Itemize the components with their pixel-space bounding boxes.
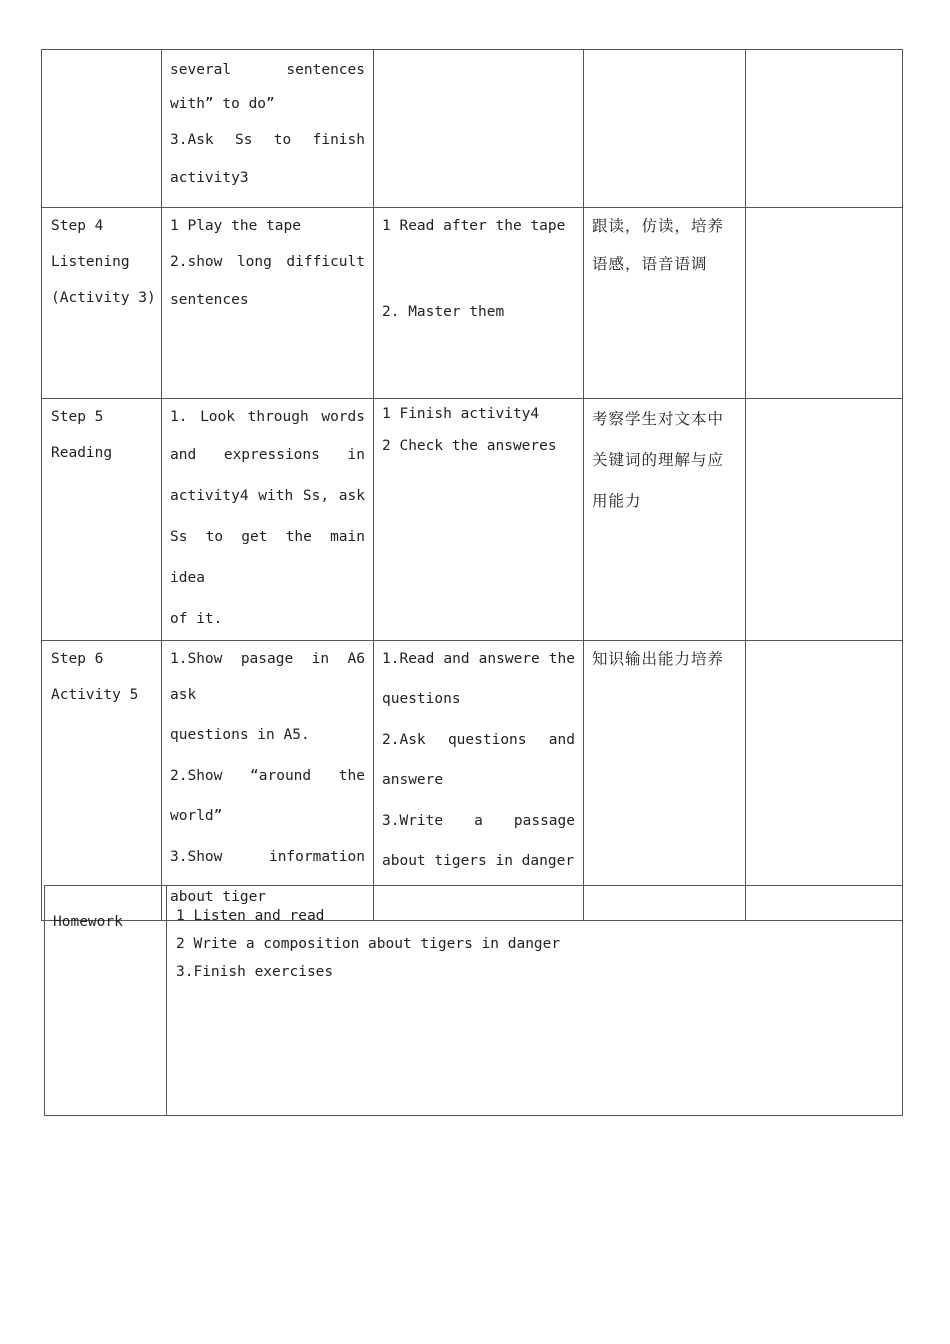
text-line: 1.Show pasage in A6 ask — [170, 651, 365, 703]
text-line: 语感，语音语调 — [592, 255, 708, 273]
text-line: sentences — [170, 292, 249, 308]
step-label: Reading — [51, 445, 113, 461]
step-cell — [42, 208, 162, 399]
text-line: 1.Read and answere the — [382, 651, 575, 667]
text-line: answere — [382, 772, 444, 788]
purpose-cell — [584, 50, 746, 208]
lesson-plan-table — [41, 49, 903, 921]
text-line: and expressions in — [170, 447, 365, 463]
step-label: Step 4 — [51, 218, 104, 234]
list-item: 2 Write a composition about tigers in danger — [176, 936, 561, 952]
list-item: 1 Listen and read — [176, 908, 325, 924]
notes-cell — [746, 641, 903, 921]
text-line: Ss to get the main idea — [170, 529, 365, 586]
text-line: 3.Write a passage — [382, 813, 575, 829]
teacher-activity-cell — [162, 208, 374, 399]
table-row — [42, 641, 903, 921]
text-line: several sentences — [170, 62, 365, 78]
text-line: 2.show long difficult — [170, 254, 365, 270]
homework-table — [44, 885, 903, 1116]
text-line: 1 Finish activity4 — [382, 406, 540, 422]
step-label: (Activity 3) — [51, 290, 156, 306]
table-row — [42, 50, 903, 208]
step-label: Step 5 — [51, 409, 104, 425]
text-line: questions — [382, 691, 461, 707]
step-cell — [42, 399, 162, 641]
text-line: 3.Ask Ss to finish — [170, 132, 365, 148]
text-line: 2.Ask questions and — [382, 732, 575, 748]
text-line: 2. Master them — [382, 304, 505, 320]
table-row — [42, 399, 903, 641]
text-line: activity3 — [170, 170, 249, 186]
text-line: 考察学生对文本中 — [592, 410, 725, 428]
text-line: about tiger — [170, 889, 267, 905]
purpose-cell — [584, 208, 746, 399]
text-line: world” — [170, 808, 223, 824]
text-line: 3.Show information — [170, 849, 365, 865]
homework-list — [167, 886, 903, 1116]
text-line: 2 Check the answeres — [382, 438, 557, 454]
teacher-activity-cell — [162, 399, 374, 641]
text-line: 1 Play the tape — [170, 218, 301, 234]
step-label: Listening — [51, 254, 130, 270]
student-activity-cell — [374, 399, 584, 641]
step-cell — [42, 50, 162, 208]
purpose-cell — [584, 641, 746, 921]
step-label: Activity 5 — [51, 687, 139, 703]
notes-cell — [746, 208, 903, 399]
text-line: 1. Look through words — [170, 409, 365, 425]
teacher-activity-cell — [162, 50, 374, 208]
text-line: with” to do” — [170, 96, 275, 112]
text-line: questions in A5. — [170, 727, 310, 743]
purpose-cell — [584, 399, 746, 641]
student-activity-cell — [374, 50, 584, 208]
list-item: 3.Finish exercises — [176, 964, 334, 980]
table-row — [45, 886, 903, 1116]
text-line: 知识输出能力培养 — [592, 650, 725, 668]
text-line: 1 Read after the tape — [382, 218, 566, 234]
notes-cell — [746, 399, 903, 641]
student-activity-cell — [374, 641, 584, 921]
text-line: 跟读，仿读，培养 — [592, 217, 725, 235]
text-line: 用能力 — [592, 492, 642, 510]
teacher-activity-cell — [162, 641, 374, 921]
notes-cell — [746, 50, 903, 208]
homework-label: Homework — [45, 886, 167, 1116]
step-label: Step 6 — [51, 651, 104, 667]
text-line: 2.Show “around the — [170, 768, 365, 784]
student-activity-cell — [374, 208, 584, 399]
table-row — [42, 208, 903, 399]
text-line: 关键词的理解与应 — [592, 451, 725, 469]
text-line: activity4 with Ss, ask — [170, 488, 365, 504]
text-line: of it. — [170, 611, 223, 627]
step-cell — [42, 641, 162, 921]
text-line: about tigers in danger — [382, 853, 575, 869]
